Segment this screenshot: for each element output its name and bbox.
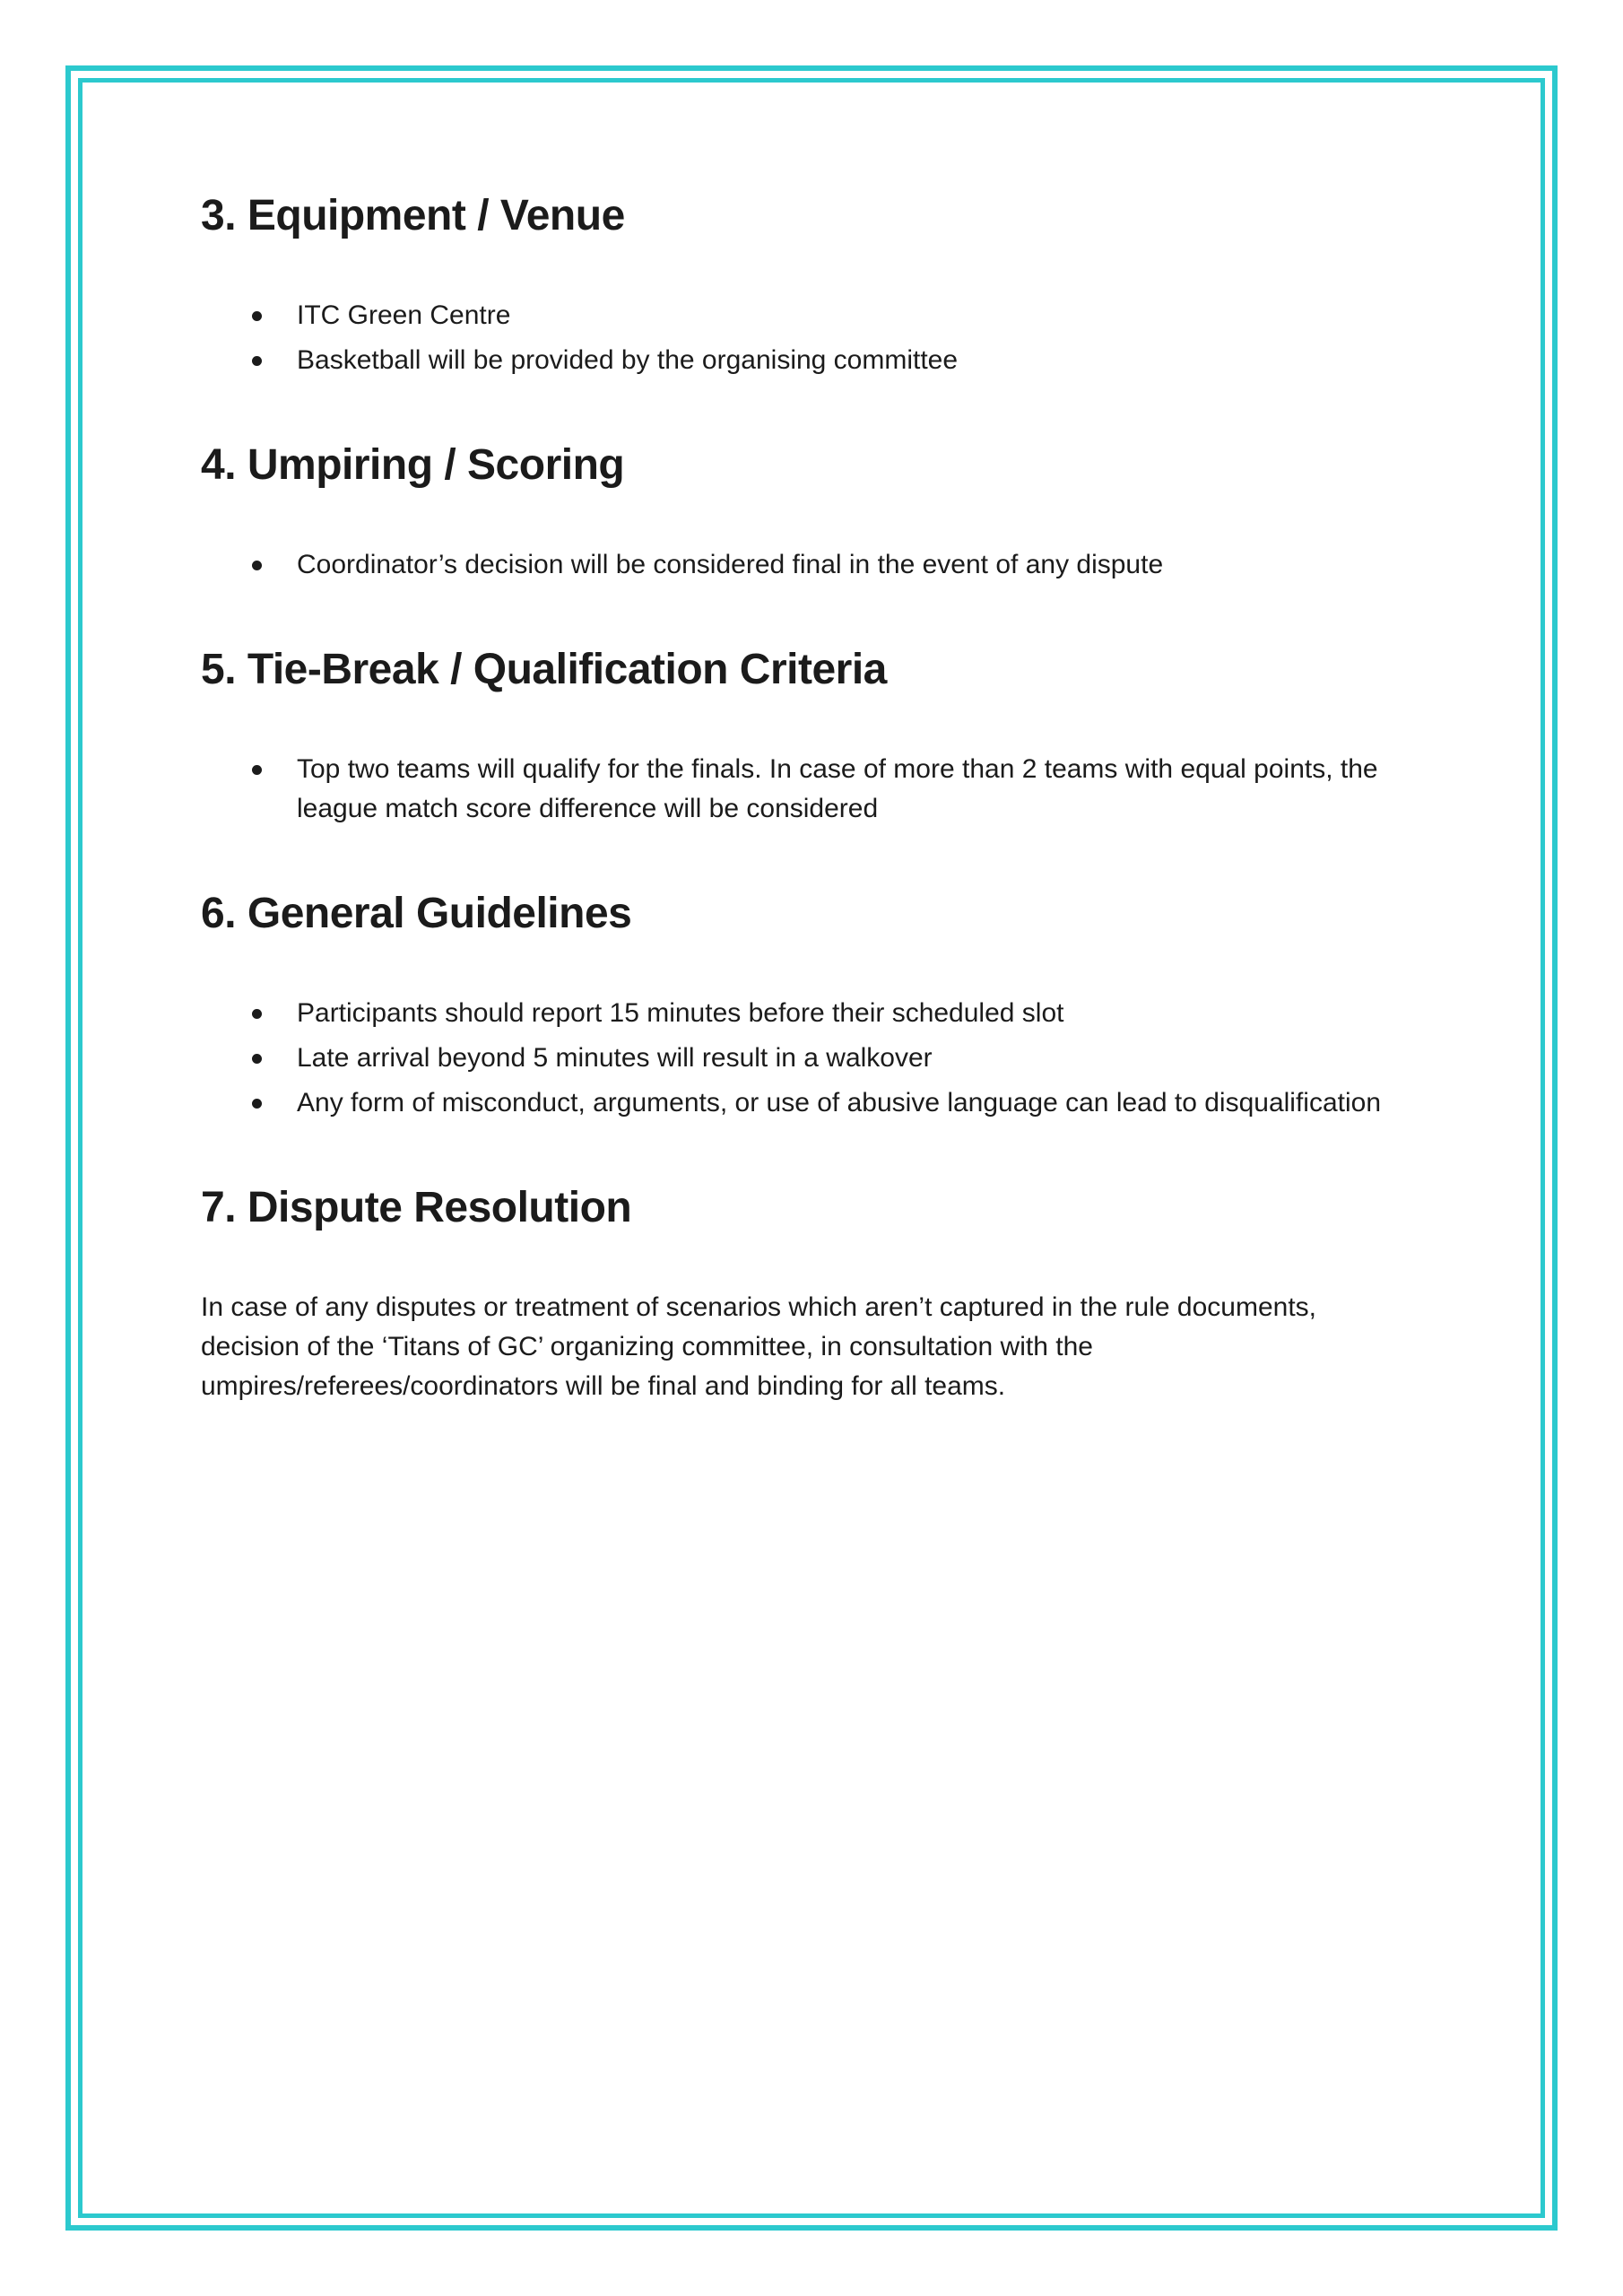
bullet-list [201,750,1411,829]
section-dispute-resolution [201,1182,1420,1406]
bullet-item: Any form of misconduct, arguments, or use of abusive language can lead to disqualification [201,1083,1411,1123]
section-heading-dispute-resolution: 7. Dispute Resolution [201,1184,632,1231]
dispute-resolution-paragraph: In case of any disputes or treatment of scenarios which aren’t captured in the rule documents, decision of the ‘Titans of GC’ organizing committee, in consultation with the umpires/referees/coordinators will be final and binding for all teams. [201,1292,1317,1401]
bullet-item: Participants should report 15 minutes before their scheduled slot [201,994,1411,1033]
section-heading-umpiring-scoring: 4. Umpiring / Scoring [201,441,625,489]
bullet-list [201,545,1411,585]
bullet-item: ITC Green Centre [201,296,1411,335]
section-heading-general-guidelines: 6. General Guidelines [201,890,632,937]
bullet-list [201,296,1411,380]
section-umpiring-scoring [201,439,1420,585]
section-general-guidelines [201,888,1420,1123]
bullet-item: Late arrival beyond 5 minutes will result in a walkover [201,1039,1411,1078]
section-equipment-venue [201,190,1420,380]
section-tie-break-qualification [201,644,1420,829]
page-content [201,190,1420,1406]
bullet-item: Top two teams will qualify for the finals. In case of more than 2 teams with equal points, the league match score difference will be considered [201,750,1411,829]
bullet-item: Basketball will be provided by the organising committee [201,341,1411,380]
section-heading-equipment-venue: 3. Equipment / Venue [201,192,625,239]
section-heading-tie-break-qualification: 5. Tie-Break / Qualification Criteria [201,646,887,693]
bullet-list [201,994,1411,1123]
bullet-item: Coordinator’s decision will be considered final in the event of any dispute [201,545,1411,585]
